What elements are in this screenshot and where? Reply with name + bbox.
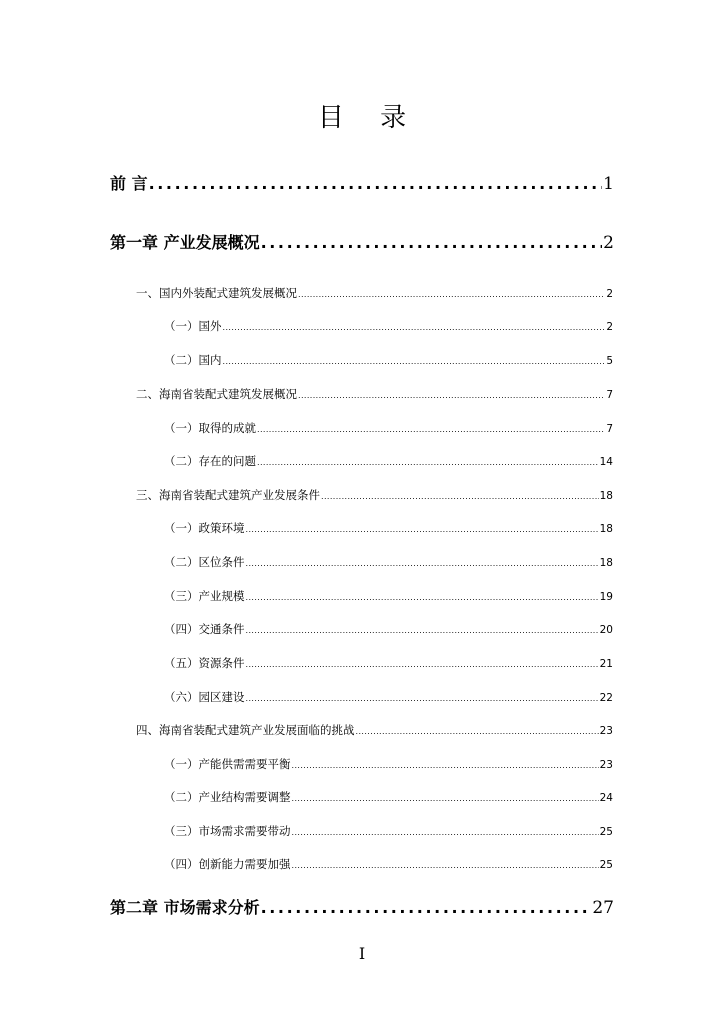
toc-entry-section-3[interactable] [136, 485, 613, 505]
toc-entry-subsection[interactable] [164, 518, 613, 538]
toc-entry-subsection[interactable] [164, 787, 613, 807]
toc-leader-dots [356, 722, 599, 742]
toc-entry-page: 14 [599, 456, 613, 468]
toc-leader-dots [321, 487, 599, 507]
toc-entry-page: 25 [599, 859, 613, 871]
toc-entry-label: 第二章 市场需求分析 [110, 898, 260, 917]
toc-leader-dots [292, 856, 599, 876]
page-title: 目 录 [317, 103, 421, 133]
toc-entry-label: （二）国内 [164, 353, 222, 367]
toc-entry-label: （一）取得的成就 [164, 421, 256, 435]
toc-entry-subsection[interactable] [164, 754, 613, 774]
toc-entry-page: 2 [606, 288, 613, 300]
toc-entry-page: 7 [606, 423, 613, 435]
toc-entry-subsection[interactable] [164, 316, 613, 336]
toc-entry-page: 19 [599, 591, 613, 603]
toc-entry-label: （一）国外 [164, 319, 222, 333]
toc-leader-dots [223, 352, 606, 372]
toc-entry-subsection[interactable] [164, 854, 613, 874]
toc-entry-page: 23 [599, 725, 613, 737]
toc-entry-page: 1 [603, 174, 614, 194]
toc-entry-label: 二、海南省装配式建筑发展概况 [136, 387, 297, 401]
toc-entry-subsection[interactable] [164, 653, 613, 673]
toc-entry-preface[interactable] [110, 171, 614, 197]
toc-entry-label: （六）园区建设 [164, 690, 245, 704]
toc-entry-label: （一）产能供需需要平衡 [164, 757, 291, 771]
toc-leader-dots [292, 823, 599, 843]
toc-leader-dots [257, 420, 605, 440]
toc-entry-section-2[interactable] [136, 384, 613, 404]
toc-entry-page: 2 [603, 233, 614, 253]
toc-leader-dots [257, 453, 599, 473]
toc-entry-label: （三）市场需求需要带动 [164, 824, 291, 838]
toc-entry-label: （一）政策环境 [164, 521, 245, 535]
toc-leader-dots [246, 588, 599, 608]
toc-entry-subsection[interactable] [164, 619, 613, 639]
toc-entry-page: 18 [599, 490, 613, 502]
toc-leader-dots [298, 386, 605, 406]
toc-entry-page: 2 [606, 321, 613, 333]
toc-entry-page: 25 [599, 826, 613, 838]
footer-page-number: I [358, 944, 366, 963]
toc-leader-dots [246, 621, 599, 641]
toc-entry-subsection[interactable] [164, 451, 613, 471]
toc-entry-label: （二）产业结构需要调整 [164, 790, 291, 804]
toc-entry-section-1[interactable] [136, 283, 613, 303]
toc-entry-page: 5 [606, 355, 613, 367]
toc-entry-label: （四）交通条件 [164, 622, 245, 636]
toc-entry-section-4[interactable] [136, 720, 613, 740]
toc-entry-page: 18 [599, 557, 613, 569]
toc-entry-label: （二）区位条件 [164, 555, 245, 569]
toc-leader-dots [261, 895, 592, 921]
toc-entry-label: 四、海南省装配式建筑产业发展面临的挑战 [136, 723, 355, 737]
toc-entry-subsection[interactable] [164, 552, 613, 572]
toc-leader-dots [223, 318, 606, 338]
toc-entry-page: 7 [606, 389, 613, 401]
toc-entry-page: 21 [599, 658, 613, 670]
toc-entry-label: 前 言 [110, 174, 148, 193]
toc-entry-label: （二）存在的问题 [164, 454, 256, 468]
toc-entry-chapter-2[interactable] [110, 895, 614, 921]
toc-entry-label: 一、国内外装配式建筑发展概况 [136, 286, 297, 300]
toc-entry-label: 三、海南省装配式建筑产业发展条件 [136, 488, 320, 502]
toc-leader-dots [246, 655, 599, 675]
toc-leader-dots [246, 554, 599, 574]
toc-leader-dots [149, 171, 603, 197]
toc-leader-dots [246, 689, 599, 709]
toc-entry-label: （五）资源条件 [164, 656, 245, 670]
toc-entry-page: 20 [599, 624, 613, 636]
toc-leader-dots [292, 756, 599, 776]
toc-entry-page: 23 [599, 759, 613, 771]
toc-entry-page: 24 [599, 792, 613, 804]
toc-entry-label: （三）产业规模 [164, 589, 245, 603]
toc-entry-subsection[interactable] [164, 821, 613, 841]
toc-entry-chapter-1[interactable] [110, 230, 614, 256]
toc-leader-dots [246, 520, 599, 540]
toc-entry-subsection[interactable] [164, 350, 613, 370]
toc-entry-subsection[interactable] [164, 586, 613, 606]
toc-leader-dots [298, 285, 605, 305]
toc-entry-subsection[interactable] [164, 687, 613, 707]
toc-leader-dots [261, 230, 603, 256]
toc-leader-dots [292, 789, 599, 809]
toc-entry-label: 第一章 产业发展概况 [110, 233, 260, 252]
toc-entry-page: 22 [599, 692, 613, 704]
toc-entry-label: （四）创新能力需要加强 [164, 857, 291, 871]
toc-entry-page: 18 [599, 523, 613, 535]
toc-entry-subsection[interactable] [164, 418, 613, 438]
toc-entry-page: 27 [592, 898, 614, 918]
